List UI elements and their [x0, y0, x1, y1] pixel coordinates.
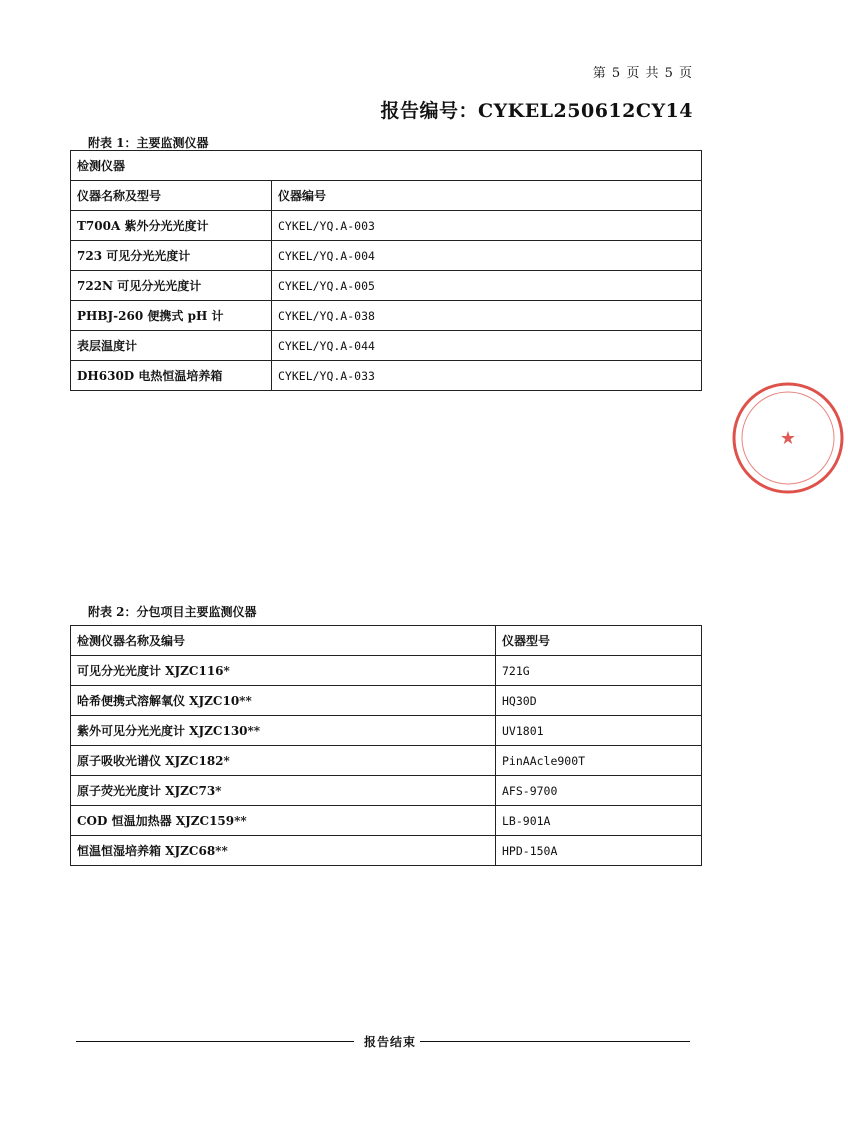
instrument-id: CYKEL/YQ.A-004: [272, 241, 702, 271]
instrument-id: CYKEL/YQ.A-005: [272, 271, 702, 301]
table-row: [71, 241, 702, 271]
instrument-model: LB-901A: [496, 806, 702, 836]
instrument-id: CYKEL/YQ.A-033: [272, 361, 702, 391]
company-seal-icon: [728, 378, 848, 498]
instrument-model: HPD-150A: [496, 836, 702, 866]
table2-caption: 附表 2：分包项目主要监测仪器: [88, 605, 257, 619]
footer-divider-right: [420, 1041, 690, 1042]
instrument-name: 722N 可见分光光度计: [71, 271, 272, 301]
table-section-row: [71, 151, 702, 181]
column-header: 仪器名称及型号: [71, 181, 272, 211]
table-row: [71, 776, 702, 806]
column-header: 仪器编号: [272, 181, 702, 211]
table-row: [71, 271, 702, 301]
instrument-id: CYKEL/YQ.A-044: [272, 331, 702, 361]
table-row: [71, 301, 702, 331]
instrument-name: COD 恒温加热器 XJZC159**: [71, 806, 496, 836]
instrument-name: 723 可见分光光度计: [71, 241, 272, 271]
table-row: [71, 361, 702, 391]
instrument-name: 原子吸收光谱仪 XJZC182*: [71, 746, 496, 776]
instrument-model: HQ30D: [496, 686, 702, 716]
instrument-name: 恒温恒湿培养箱 XJZC68**: [71, 836, 496, 866]
report-end-text: 报告结束: [364, 1035, 417, 1049]
instrument-name: 原子荧光光度计 XJZC73*: [71, 776, 496, 806]
instrument-id: CYKEL/YQ.A-038: [272, 301, 702, 331]
footer-divider-left: [76, 1041, 354, 1042]
instrument-name: 哈希便携式溶解氧仪 XJZC10**: [71, 686, 496, 716]
instrument-model: PinAAcle900T: [496, 746, 702, 776]
instrument-name: T700A 紫外分光光度计: [71, 211, 272, 241]
instrument-name: 表层温度计: [71, 331, 272, 361]
table-row: [71, 746, 702, 776]
table-row: [71, 836, 702, 866]
table-header-row: [71, 626, 702, 656]
table-row: [71, 686, 702, 716]
instrument-name: 可见分光光度计 XJZC116*: [71, 656, 496, 686]
table-row: [71, 716, 702, 746]
instrument-id: CYKEL/YQ.A-003: [272, 211, 702, 241]
instrument-name: DH630D 电热恒温培养箱: [71, 361, 272, 391]
table-header-row: [71, 181, 702, 211]
instrument-name: PHBJ-260 便携式 pH 计: [71, 301, 272, 331]
section-title: 检测仪器: [71, 151, 702, 181]
instrument-model: 721G: [496, 656, 702, 686]
table-row: [71, 331, 702, 361]
table-row: [71, 656, 702, 686]
instrument-model: AFS-9700: [496, 776, 702, 806]
report-number: 报告编号：CYKEL250612CY14: [380, 100, 693, 122]
column-header: 检测仪器名称及编号: [71, 626, 496, 656]
table-row: [71, 211, 702, 241]
table-row: [71, 806, 702, 836]
instrument-model: UV1801: [496, 716, 702, 746]
instrument-name: 紫外可见分光光度计 XJZC130**: [71, 716, 496, 746]
instruments-table: [70, 150, 702, 391]
column-header: 仪器型号: [496, 626, 702, 656]
subcontract-instruments-table: [70, 625, 702, 866]
page-number: 第 5 页 共 5 页: [592, 66, 693, 81]
table1-caption: 附表 1：主要监测仪器: [88, 136, 209, 150]
svg-text:★: ★: [779, 428, 797, 449]
